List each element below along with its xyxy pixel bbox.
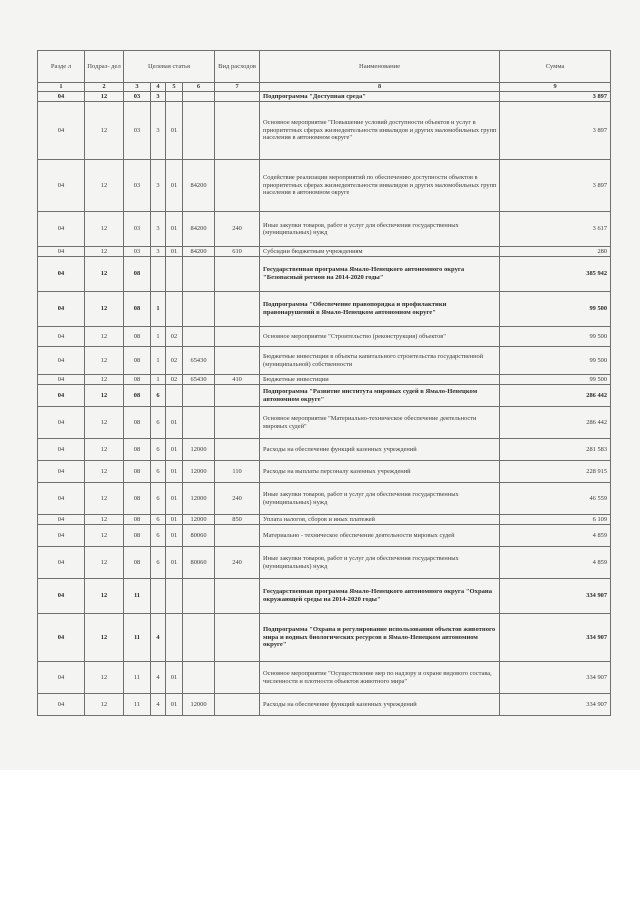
cell-summa: 334 907 [500, 614, 611, 662]
cell-naimenovanie: Иные закупки товаров, работ и услуг для обеспечения государственных (муниципальных) нужд [260, 483, 500, 515]
cell-activity: 01 [166, 160, 183, 212]
cell-program: 08 [124, 327, 151, 347]
cell-activity [166, 292, 183, 327]
cell-summa: 334 907 [500, 694, 611, 716]
header-vid-rashodov: Вид расходов [215, 51, 260, 83]
cell-vid-rashodov [215, 257, 260, 292]
cell-naimenovanie: Бюджетные инвестиции в объекты капитального строительства государственной (муниципальной) собственности [260, 347, 500, 375]
cell-subprogram [151, 579, 166, 614]
cell-summa: 280 [500, 247, 611, 257]
table-row [38, 515, 611, 525]
cell-naimenovanie: Подпрограмма "Охрана и регулирование использования объектов животного мира и водных биологических ресурсов в Ямало-Ненецком автономном округе" [260, 614, 500, 662]
cell-podrazdel: 12 [85, 385, 124, 407]
cell-razdel: 04 [38, 483, 85, 515]
cell-direction [183, 579, 215, 614]
header-razdel: Разде л [38, 51, 85, 83]
cell-razdel: 04 [38, 375, 85, 385]
cell-vid-rashodov [215, 614, 260, 662]
cell-subprogram: 3 [151, 160, 166, 212]
cell-razdel: 04 [38, 525, 85, 547]
cell-program: 08 [124, 375, 151, 385]
cell-razdel: 04 [38, 385, 85, 407]
table-row [38, 547, 611, 579]
cell-program: 03 [124, 212, 151, 247]
cell-razdel: 04 [38, 662, 85, 694]
cell-direction: 12000 [183, 439, 215, 461]
cell-program: 03 [124, 160, 151, 212]
cell-activity [166, 579, 183, 614]
cell-summa: 4 859 [500, 525, 611, 547]
cell-subprogram: 3 [151, 247, 166, 257]
table-row [38, 347, 611, 375]
table-row [38, 407, 611, 439]
cell-naimenovanie: Субсидии бюджетным учреждениям [260, 247, 500, 257]
cell-direction: 80060 [183, 547, 215, 579]
cell-naimenovanie: Подпрограмма "Обеспечение правопорядка и профилактики правонарушений в Ямало-Ненецком автономном округе" [260, 292, 500, 327]
cell-summa: 99 500 [500, 347, 611, 375]
cell-summa: 334 907 [500, 579, 611, 614]
cell-podrazdel: 12 [85, 102, 124, 160]
cell-naimenovanie: Подпрограмма "Развитие института мировых судей в Ямало-Ненецком автономном округе" [260, 385, 500, 407]
table-header-row [38, 51, 611, 83]
cell-summa: 4 859 [500, 547, 611, 579]
cell-direction [183, 662, 215, 694]
cell-razdel: 04 [38, 515, 85, 525]
cell-subprogram: 6 [151, 547, 166, 579]
cell-subprogram [151, 257, 166, 292]
cell-podrazdel: 12 [85, 483, 124, 515]
cell-podrazdel: 12 [85, 160, 124, 212]
cell-subprogram: 1 [151, 375, 166, 385]
cell-activity: 01 [166, 461, 183, 483]
cell-program: 08 [124, 407, 151, 439]
cell-activity: 01 [166, 694, 183, 716]
cell-subprogram: 6 [151, 461, 166, 483]
cell-activity: 02 [166, 327, 183, 347]
table-row [38, 327, 611, 347]
cell-naimenovanie: Расходы на выплаты персоналу казенных учреждений [260, 461, 500, 483]
cell-podrazdel: 12 [85, 247, 124, 257]
cell-naimenovanie: Подпрограмма "Доступная среда" [260, 92, 500, 102]
cell-subprogram: 3 [151, 212, 166, 247]
cell-subprogram: 6 [151, 483, 166, 515]
cell-activity: 01 [166, 212, 183, 247]
cell-program: 03 [124, 92, 151, 102]
cell-vid-rashodov [215, 385, 260, 407]
cell-vid-rashodov: 240 [215, 547, 260, 579]
cell-naimenovanie: Бюджетные инвестиции [260, 375, 500, 385]
table-row [38, 525, 611, 547]
cell-summa: 99 500 [500, 375, 611, 385]
cell-program: 03 [124, 247, 151, 257]
cell-vid-rashodov [215, 579, 260, 614]
cell-podrazdel: 12 [85, 439, 124, 461]
cell-direction [183, 92, 215, 102]
cell-naimenovanie: Основное мероприятие "Строительство (реконструкция) объектов" [260, 327, 500, 347]
cell-vid-rashodov [215, 102, 260, 160]
cell-vid-rashodov [215, 407, 260, 439]
cell-program: 08 [124, 347, 151, 375]
cell-podrazdel: 12 [85, 614, 124, 662]
cell-podrazdel: 12 [85, 92, 124, 102]
cell-direction: 84200 [183, 212, 215, 247]
cell-naimenovanie: Расходы на обеспечение функций казенных учреждений [260, 439, 500, 461]
cell-razdel: 04 [38, 579, 85, 614]
column-number: 5 [166, 83, 183, 92]
cell-subprogram: 3 [151, 102, 166, 160]
cell-summa: 385 942 [500, 257, 611, 292]
table-row [38, 375, 611, 385]
cell-program: 08 [124, 385, 151, 407]
table-row [38, 461, 611, 483]
cell-direction [183, 614, 215, 662]
cell-direction: 65430 [183, 347, 215, 375]
column-number: 9 [500, 83, 611, 92]
cell-direction [183, 385, 215, 407]
cell-subprogram: 4 [151, 662, 166, 694]
cell-vid-rashodov [215, 525, 260, 547]
table-row [38, 92, 611, 102]
cell-summa: 3 897 [500, 102, 611, 160]
cell-activity [166, 614, 183, 662]
cell-podrazdel: 12 [85, 461, 124, 483]
cell-vid-rashodov: 240 [215, 483, 260, 515]
cell-program: 11 [124, 614, 151, 662]
cell-subprogram: 1 [151, 292, 166, 327]
cell-vid-rashodov: 240 [215, 212, 260, 247]
cell-direction: 12000 [183, 515, 215, 525]
cell-vid-rashodov: 610 [215, 247, 260, 257]
cell-summa: 286 442 [500, 385, 611, 407]
cell-subprogram: 6 [151, 439, 166, 461]
table-row [38, 212, 611, 247]
cell-activity: 01 [166, 515, 183, 525]
cell-program: 08 [124, 547, 151, 579]
cell-razdel: 04 [38, 461, 85, 483]
cell-program: 08 [124, 525, 151, 547]
cell-subprogram: 6 [151, 525, 166, 547]
cell-razdel: 04 [38, 327, 85, 347]
cell-vid-rashodov [215, 327, 260, 347]
cell-podrazdel: 12 [85, 694, 124, 716]
table-row [38, 102, 611, 160]
cell-subprogram: 1 [151, 327, 166, 347]
table-row [38, 694, 611, 716]
cell-subprogram: 1 [151, 347, 166, 375]
header-naimenovanie: Наименование [260, 51, 500, 83]
cell-program: 11 [124, 662, 151, 694]
cell-razdel: 04 [38, 257, 85, 292]
cell-podrazdel: 12 [85, 257, 124, 292]
table-row [38, 292, 611, 327]
column-number: 8 [260, 83, 500, 92]
cell-podrazdel: 12 [85, 579, 124, 614]
cell-podrazdel: 12 [85, 347, 124, 375]
table-row [38, 483, 611, 515]
cell-summa: 281 583 [500, 439, 611, 461]
cell-naimenovanie: Содействие реализации мероприятий по обеспечению доступности объектов в приоритетных сферах жизнедеятельности инвалидов и других маломобильных групп населения в автономном округе [260, 160, 500, 212]
cell-summa: 3 617 [500, 212, 611, 247]
cell-vid-rashodov [215, 662, 260, 694]
cell-subprogram: 4 [151, 614, 166, 662]
cell-podrazdel: 12 [85, 292, 124, 327]
cell-naimenovanie: Основное мероприятие "Повышение условий доступности объектов и услуг в приоритетных сферах жизнедеятельности инвалидов и других маломобильных групп населения в автономном округе" [260, 102, 500, 160]
cell-direction: 12000 [183, 483, 215, 515]
cell-activity: 01 [166, 247, 183, 257]
header-podrazdel: Подраз- дел [85, 51, 124, 83]
cell-podrazdel: 12 [85, 525, 124, 547]
table-row [38, 579, 611, 614]
cell-summa: 46 559 [500, 483, 611, 515]
cell-subprogram: 6 [151, 385, 166, 407]
cell-vid-rashodov: 110 [215, 461, 260, 483]
cell-direction [183, 257, 215, 292]
cell-podrazdel: 12 [85, 662, 124, 694]
cell-podrazdel: 12 [85, 515, 124, 525]
cell-program: 11 [124, 694, 151, 716]
cell-podrazdel: 12 [85, 212, 124, 247]
cell-razdel: 04 [38, 212, 85, 247]
cell-vid-rashodov [215, 292, 260, 327]
cell-subprogram: 6 [151, 407, 166, 439]
cell-razdel: 04 [38, 247, 85, 257]
cell-razdel: 04 [38, 347, 85, 375]
cell-summa: 228 915 [500, 461, 611, 483]
cell-activity: 02 [166, 375, 183, 385]
cell-activity [166, 257, 183, 292]
cell-vid-rashodov [215, 439, 260, 461]
cell-program: 08 [124, 515, 151, 525]
cell-summa: 3 897 [500, 160, 611, 212]
table-row [38, 160, 611, 212]
cell-direction: 80060 [183, 525, 215, 547]
cell-podrazdel: 12 [85, 407, 124, 439]
cell-direction: 65430 [183, 375, 215, 385]
cell-activity: 02 [166, 347, 183, 375]
cell-naimenovanie: Основное мероприятие "Материально-техническое обеспечение деятельности мировых судей" [260, 407, 500, 439]
cell-program: 08 [124, 257, 151, 292]
cell-direction: 12000 [183, 461, 215, 483]
cell-activity: 01 [166, 439, 183, 461]
cell-direction [183, 407, 215, 439]
cell-razdel: 04 [38, 102, 85, 160]
table-row [38, 439, 611, 461]
cell-direction: 84200 [183, 247, 215, 257]
column-number: 6 [183, 83, 215, 92]
column-number: 7 [215, 83, 260, 92]
cell-subprogram: 3 [151, 92, 166, 102]
cell-naimenovanie: Иные закупки товаров, работ и услуг для обеспечения государственных (муниципальных) нужд [260, 547, 500, 579]
cell-podrazdel: 12 [85, 547, 124, 579]
cell-program: 08 [124, 461, 151, 483]
cell-naimenovanie: Основное мероприятие "Осуществление мер по надзору и охране видового состава, численности и плотности объектов животного мира" [260, 662, 500, 694]
cell-razdel: 04 [38, 160, 85, 212]
cell-summa: 99 500 [500, 292, 611, 327]
cell-program: 08 [124, 483, 151, 515]
cell-podrazdel: 12 [85, 375, 124, 385]
cell-naimenovanie: Государственная программа Ямало-Ненецкого автономного округа "Охрана окружающей среды на 2014-2020 годы" [260, 579, 500, 614]
cell-vid-rashodov: 850 [215, 515, 260, 525]
cell-vid-rashodov [215, 92, 260, 102]
cell-direction [183, 102, 215, 160]
table-row [38, 662, 611, 694]
cell-program: 03 [124, 102, 151, 160]
cell-summa: 3 897 [500, 92, 611, 102]
table-row [38, 257, 611, 292]
cell-podrazdel: 12 [85, 327, 124, 347]
cell-razdel: 04 [38, 547, 85, 579]
cell-naimenovanie: Материально - техническое обеспечение деятельности мировых судей [260, 525, 500, 547]
column-number: 2 [85, 83, 124, 92]
column-number: 4 [151, 83, 166, 92]
cell-direction: 84200 [183, 160, 215, 212]
cell-razdel: 04 [38, 407, 85, 439]
cell-razdel: 04 [38, 614, 85, 662]
cell-activity: 01 [166, 525, 183, 547]
cell-activity [166, 385, 183, 407]
cell-razdel: 04 [38, 694, 85, 716]
header-summa: Сумма [500, 51, 611, 83]
cell-direction [183, 327, 215, 347]
cell-program: 08 [124, 439, 151, 461]
cell-razdel: 04 [38, 92, 85, 102]
cell-direction: 12000 [183, 694, 215, 716]
cell-direction [183, 292, 215, 327]
column-number: 1 [38, 83, 85, 92]
table-body [38, 92, 611, 716]
table-row [38, 614, 611, 662]
cell-vid-rashodov [215, 160, 260, 212]
cell-activity: 01 [166, 662, 183, 694]
cell-activity: 01 [166, 547, 183, 579]
cell-activity: 01 [166, 483, 183, 515]
cell-vid-rashodov [215, 694, 260, 716]
column-number-row [38, 83, 611, 92]
budget-table [37, 50, 611, 716]
cell-program: 11 [124, 579, 151, 614]
header-celevaya-statya: Целевая статья [124, 51, 215, 83]
cell-subprogram: 4 [151, 694, 166, 716]
cell-razdel: 04 [38, 292, 85, 327]
cell-activity: 01 [166, 407, 183, 439]
cell-program: 08 [124, 292, 151, 327]
table-row [38, 247, 611, 257]
cell-vid-rashodov: 410 [215, 375, 260, 385]
cell-naimenovanie: Уплата налогов, сборов и иных платежей [260, 515, 500, 525]
cell-vid-rashodov [215, 347, 260, 375]
cell-subprogram: 6 [151, 515, 166, 525]
cell-naimenovanie: Государственная программа Ямало-Ненецкого автономного округа "Безопасный регион на 2014-2020 годы" [260, 257, 500, 292]
cell-activity: 01 [166, 102, 183, 160]
cell-razdel: 04 [38, 439, 85, 461]
cell-summa: 6 109 [500, 515, 611, 525]
cell-naimenovanie: Расходы на обеспечение функций казенных учреждений [260, 694, 500, 716]
cell-naimenovanie: Иные закупки товаров, работ и услуг для обеспечения государственных (муниципальных) нужд [260, 212, 500, 247]
cell-activity [166, 92, 183, 102]
cell-summa: 334 907 [500, 662, 611, 694]
cell-summa: 286 442 [500, 407, 611, 439]
column-number: 3 [124, 83, 151, 92]
cell-summa: 99 500 [500, 327, 611, 347]
table-row [38, 385, 611, 407]
